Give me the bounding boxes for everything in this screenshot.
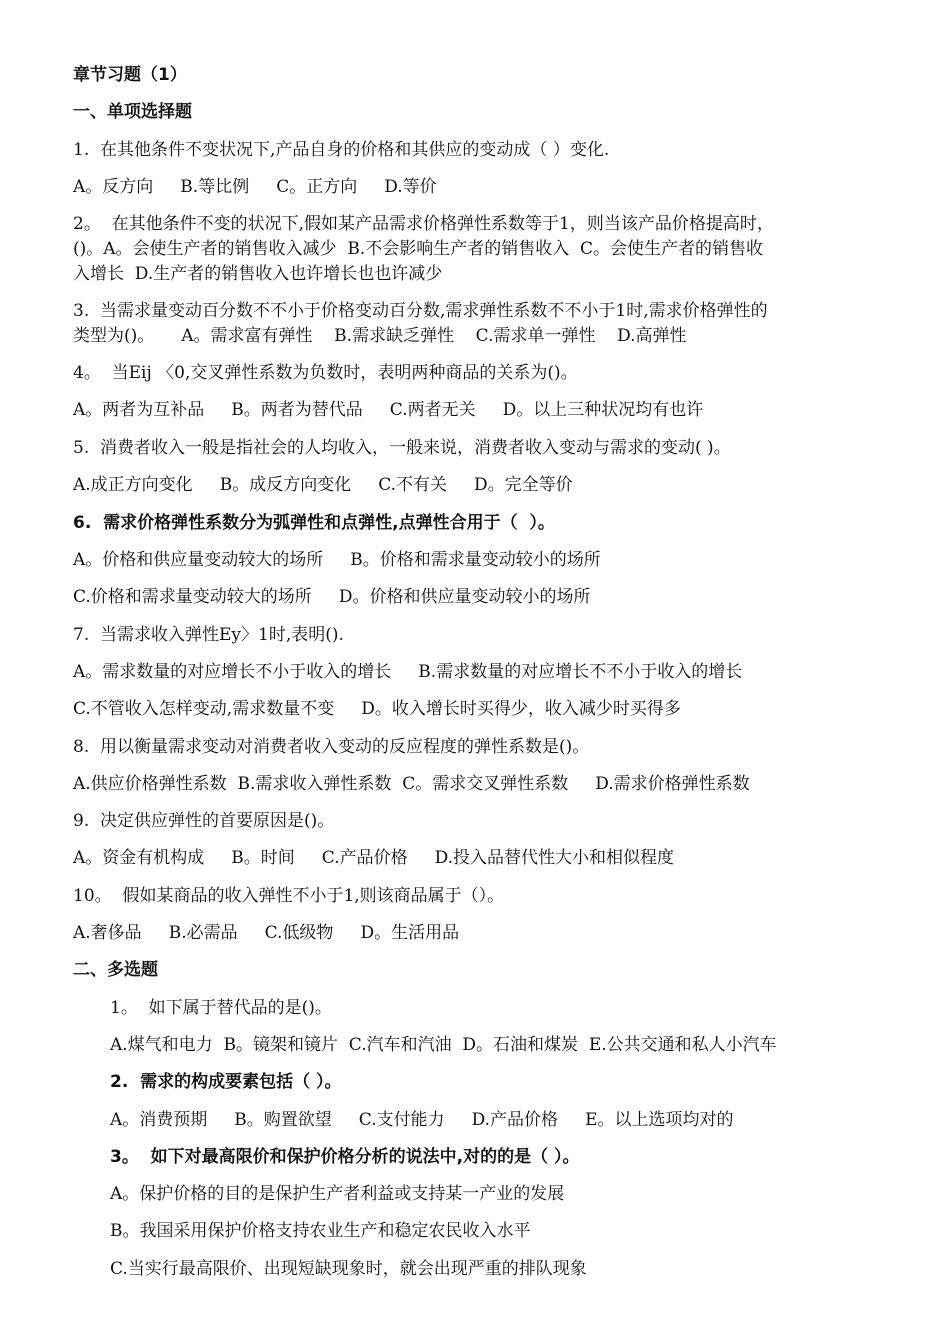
- mc-question-3-option-a: A。保护价格的目的是保护生产者利益或支持某一产业的发展: [110, 1184, 565, 1204]
- mc-question-3-option-b: B。我国采用保护价格支持农业生产和稳定农民收入水平: [110, 1221, 531, 1241]
- question-1-options: A。反方向 B.等比例 C。正方向 D.等价: [73, 177, 437, 197]
- mc-question-3: 3。 如下对最高限价和保护价格分析的说法中,对的的是（ ）。: [110, 1147, 580, 1167]
- mc-question-2: 2. 需求的构成要素包括（ ）。: [110, 1072, 342, 1092]
- question-10: 10。 假如某商品的收入弹性不小于1,则该商品属于（）。: [73, 886, 505, 906]
- document-title: 章节习题（1）: [73, 65, 187, 85]
- question-6-options-ab: A。价格和供应量变动较大的场所 B。价格和需求量变动较小的场所: [73, 550, 601, 570]
- question-2-options-line2: 入增长 D.生产者的销售收入也许增长也也许减少: [73, 264, 443, 284]
- section-heading-single-choice: 一、单项选择题: [73, 102, 192, 122]
- question-5: 5. 消费者收入一般是指社会的人均收入，一般来说，消费者收入变动与需求的变动( )。: [73, 438, 731, 458]
- question-2: 2。 在其他条件不变的状况下,假如某产品需求价格弹性系数等于1，则当该产品价格提高时，: [73, 214, 774, 234]
- question-6: 6. 需求价格弹性系数分为弧弹性和点弹性,点弹性合用于（ ）。: [73, 513, 555, 533]
- question-5-options: A.成正方向变化 B。成反方向变化 C.不有关 D。完全等价: [73, 475, 573, 495]
- section-heading-multiple-choice: 二、多选题: [73, 960, 158, 980]
- question-4: 4。 当Eij 〈0,交叉弹性系数为负数时，表明两种商品的关系为()。: [73, 363, 578, 383]
- mc-question-2-options: A。消费预期 B。购置欲望 C.支付能力 D.产品价格 E。以上选项均对的: [110, 1110, 734, 1130]
- mc-question-3-option-c: C.当实行最高限价、出现短缺现象时，就会出现严重的排队现象: [110, 1259, 587, 1279]
- question-4-options: A。两者为互补品 B。两者为替代品 C.两者无关 D。以上三种状况均有也许: [73, 400, 704, 420]
- question-2-options-line1: ()。A。会使生产者的销售收入减少 B.不会影响生产者的销售收入 C。会使生产者的销售收: [73, 239, 764, 259]
- question-6-options-cd: C.价格和需求量变动较大的场所 D。价格和供应量变动较小的场所: [73, 587, 591, 607]
- question-7-options-cd: C.不管收入怎样变动,需求数量不变 D。收入增长时买得少，收入减少时买得多: [73, 699, 681, 719]
- question-10-options: A.奢侈品 B.必需品 C.低级物 D。生活用品: [73, 923, 460, 943]
- question-9: 9. 决定供应弹性的首要原因是()。: [73, 811, 335, 831]
- question-7-options-ab: A。需求数量的对应增长不小于收入的增长 B.需求数量的对应增长不不小于收入的增长: [73, 662, 743, 682]
- question-3: 3. 当需求量变动百分数不不小于价格变动百分数,需求弹性系数不不小于1时,需求价格弹性的: [73, 301, 768, 321]
- question-7: 7. 当需求收入弹性Ey〉1时,表明().: [73, 625, 344, 645]
- question-8: 8. 用以衡量需求变动对消费者收入变动的反应程度的弹性系数是()。: [73, 737, 590, 757]
- question-8-options: A.供应价格弹性系数 B.需求收入弹性系数 C。需求交叉弹性系数 D.需求价格弹性系数: [73, 774, 750, 794]
- question-9-options: A。资金有机构成 B。时间 C.产品价格 D.投入品替代性大小和相似程度: [73, 848, 675, 868]
- mc-question-1-options: A.煤气和电力 B。镜架和镜片 C.汽车和汽油 D。石油和煤炭 E.公共交通和私人小汽车: [110, 1035, 777, 1055]
- mc-question-1: 1。 如下属于替代品的是()。: [110, 998, 332, 1018]
- question-3-options: 类型为()。 A。需求富有弹性 B.需求缺乏弹性 C.需求单一弹性 D.高弹性: [73, 326, 687, 346]
- question-1: 1. 在其他条件不变状况下,产品自身的价格和其供应的变动成（ ）变化.: [73, 140, 610, 160]
